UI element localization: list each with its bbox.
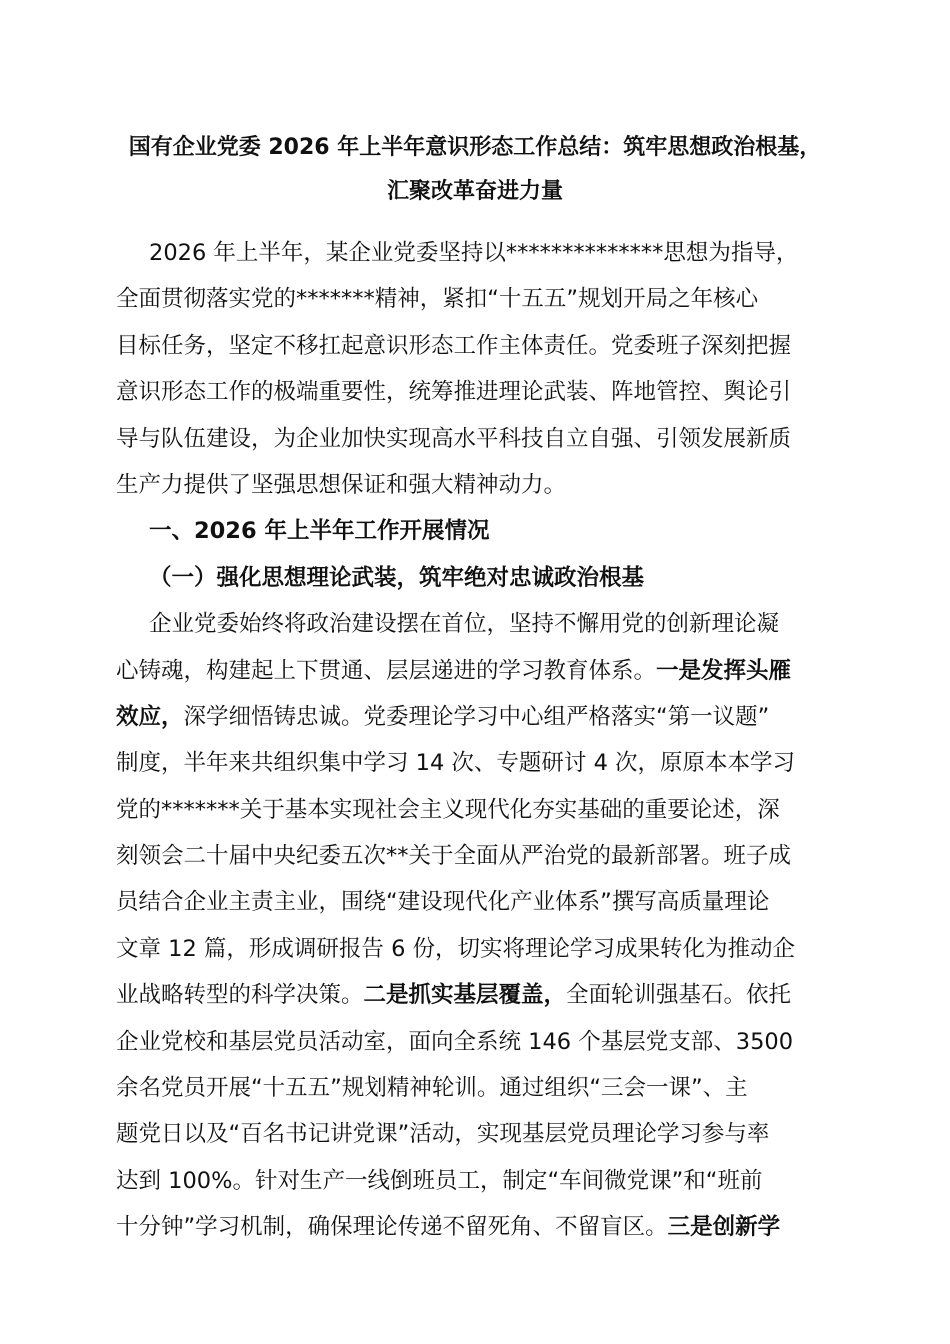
paragraph-line: 全面贯彻落实党的*******精神，紧扣“十五五”规划开局之年核心 <box>116 286 759 313</box>
paragraph-line <box>116 1204 836 1250</box>
bold-run: 一是发挥头雁 <box>656 657 792 684</box>
text-run: 十分钟”学习机制，确保理论传递不留死角、不留盲区。 <box>116 1214 668 1241</box>
document-title <box>100 126 850 214</box>
section-heading: 一、2026 年上半年工作开展情况 <box>149 518 490 545</box>
paragraph-line: 员结合企业主责主业，围绕“建设现代化产业体系”撰写高质量理论 <box>116 889 770 916</box>
paragraph-line: 党的*******关于基本实现社会主义现代化夯实基础的重要论述，深 <box>116 796 780 823</box>
title-line-1: 国有企业党委 2026 年上半年意识形态工作总结：筑牢思想政治根基， <box>128 135 822 160</box>
paragraph-line: 2026 年上半年，某企业党委坚持以**************思想为指导， <box>149 240 799 266</box>
paragraph-line: 目标任务，坚定不移扛起意识形态工作主体责任。党委班子深刻把握 <box>116 332 792 359</box>
bold-run: 三是创新学 <box>667 1214 781 1241</box>
paragraph-line: 题党日以及“百名书记讲党课”活动，实现基层党员理论学习参与率 <box>116 1121 770 1148</box>
text-run: 心铸魂，构建起上下贯通、层层递进的学习教育体系。 <box>116 657 657 684</box>
paragraph-line: 企业党校和基层党员活动室，面向全系统 146 个基层党支部、3500 <box>116 1028 794 1055</box>
paragraph-line: 刻领会二十届中央纪委五次**关于全面从严治党的最新部署。班子成 <box>116 843 792 870</box>
paragraph-line <box>116 694 836 740</box>
paragraph-line: 文章 12 篇，形成调研报告 6 份，切实将理论学习成果转化为推动企 <box>116 935 796 962</box>
text-run: 业战略转型的科学决策。 <box>116 982 364 1009</box>
paragraph-line: 制度，半年来共组织集中学习 14 次、专题研讨 4 次，原原本本学习 <box>116 750 796 777</box>
document-body <box>116 230 836 1251</box>
text-run: 全面轮训强基石。依托 <box>566 982 792 1009</box>
bold-run: 二是抓实基层覆盖， <box>363 982 567 1009</box>
title-line-2: 汇聚改革奋进力量 <box>386 179 563 204</box>
subsection-heading: （一）强化思想理论武装，筑牢绝对忠诚政治根基 <box>149 564 645 591</box>
bold-run: 效应， <box>116 703 184 730</box>
paragraph-line <box>116 972 836 1018</box>
paragraph-line: 意识形态工作的极端重要性，统筹推进理论武装、阵地管控、舆论引 <box>116 379 792 406</box>
paragraph-line: 生产力提供了坚强思想保证和强大精神动力。 <box>116 471 567 498</box>
paragraph-line: 达到 100%。针对生产一线倒班员工，制定“车间微党课”和“班前 <box>116 1167 763 1194</box>
text-run: 深学细悟铸忠诚。党委理论学习中心组严格落实“第一议题” <box>183 703 770 730</box>
paragraph-line: 导与队伍建设，为企业加快实现高水平科技自立自强、引领发展新质 <box>116 425 792 452</box>
paragraph-line <box>116 648 836 694</box>
paragraph-line: 余名党员开展“十五五”规划精神轮训。通过组织“三会一课”、主 <box>116 1075 748 1102</box>
paragraph-line: 企业党委始终将政治建设摆在首位，坚持不懈用党的创新理论凝 <box>149 611 780 638</box>
